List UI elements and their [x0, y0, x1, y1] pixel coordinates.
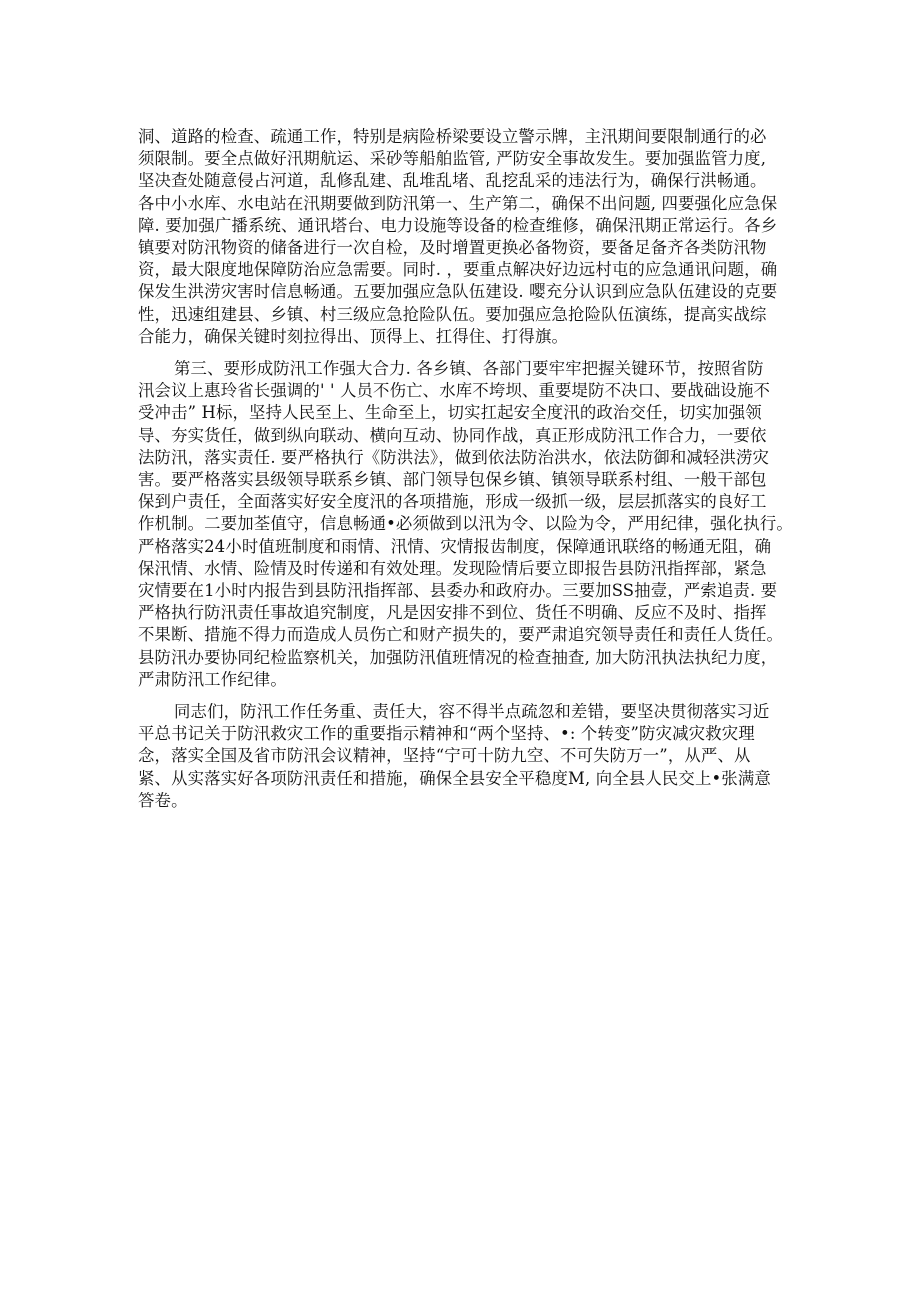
text-line: 害。要严格落实县级领导联系乡镇、部门领导包保乡镇、镇领导联系村组、一般干部包 — [138, 470, 767, 490]
text-line: 严肃防汛工作纪律。 — [138, 669, 287, 689]
text-line: 障. 要加强广播系统、通讯塔台、电力设施等设备的检查维修，确保汛期正常运行。各乡 — [138, 215, 778, 235]
text-line: 平总书记关于防汛救灾工作的重要指示精神和“两个坚持、•: 个转变”防灾减灾救灾理 — [138, 724, 755, 744]
text-line: 保汛情、水情、险情及时传递和有效处理。发现险情后要立即报告县防汛指挥部，紧急 — [138, 558, 767, 578]
text-line: 紧、从实落实好各项防汛责任和措施，确保全县安全平稳度M, 向全县人民交上•张满意 — [138, 768, 771, 788]
text-line: 资，最大限度地保障防治应急需要。同时. ，要重点解决好边远村屯的应急通讯问题，确 — [138, 260, 778, 280]
text-line: 同志们，防汛工作任务重、责任大，容不得半点疏忽和差错，要坚决贯彻落实习近 — [174, 702, 770, 722]
paragraph-2 — [138, 358, 798, 691]
text-line: 导、夯实货任，做到纵向联动、横向互动、协同作战，真正形成防汛工作合力，一要依 — [138, 425, 767, 445]
text-line: 严格执行防汛责任事故追究制度，凡是因安排不到位、货任不明确、反应不及时、指挥 — [138, 603, 767, 623]
text-line: 受冲击” H标，坚持人民至上、生命至上，切实扛起安全度汛的政治交任，切实加强领 — [138, 403, 762, 423]
document-body — [138, 126, 798, 822]
text-line: 各中小水库、水电站在汛期要做到防汛第一、生产第二，确保不出问题, 四要强化应急保 — [138, 193, 778, 213]
text-line: 保发生洪涝灾害时信息畅通。五要加强应急队伍建设. 嘤充分认识到应急队伍建设的克要 — [138, 282, 778, 302]
text-line: 县防汛办要协同纪检监察机关，加强防汛值班情况的检查抽查, 加大防汛执法执纪力度， — [138, 647, 778, 667]
text-line: 作机制。二要加荃值守，信息畅通•必须做到以汛为令、以险为令，严用纪律，强化执行。 — [138, 514, 793, 534]
paragraph-1 — [138, 126, 798, 348]
text-line: 镇要对防汛物资的储备进行一次自检，及时增置更换必备物资，要备足备齐各类防汛物 — [138, 238, 767, 258]
text-line: 严格落实24小时值班制度和雨情、汛情、灾情报齿制度，保障通讯联络的畅通无阻，确 — [138, 536, 772, 556]
text-line: 第三、要形成防汛工作强大合力. 各乡镇、各部门要牢牢把握关键环节，按照省防 — [174, 359, 764, 379]
text-line: 性，迅速组建县、乡镇、村三级应急抢险队伍。要加强应急抢险队伍演练，提高实战综 — [138, 304, 767, 324]
text-line: 汛会议上惠玲省长强调的' ' 人员不伤亡、水库不垮坝、重要堤防不决口、要战础设施不 — [138, 381, 771, 401]
text-line: 须限制。要全点做好汛期航运、采砂等船舶监管, 严防安全事故发生。要加强监管力度, — [138, 149, 767, 169]
text-line: 法防汛，落实责任. 要严格执行《防洪法》，做到依法防治洪水，依法防御和减轻洪涝灾 — [138, 447, 770, 467]
text-line: 合能力，确保关键时刻拉得出、顶得上、扛得住、打得旗。 — [138, 326, 569, 346]
text-line: 念，落实全国及省市防汛会议精神，坚持“宁可十防九空、不可失防万一”，从严、从 — [138, 746, 751, 766]
text-line: 不果断、措施不得力而造成人员伤亡和财产损失的，要严肃追究领导责任和责任人货任。 — [138, 625, 784, 645]
text-line: 洞、道路的检查、疏通工作，特别是病险桥梁要设立警示牌，主汛期间要限制通行的必 — [138, 127, 767, 146]
text-line: 答卷。 — [138, 790, 188, 810]
text-line: 坚决查处随意侵占河道，乱修乱建、乱堆乱堵、乱挖乱采的违法行为，确保行洪畅通。 — [138, 171, 767, 191]
text-line: 灾情要在1小时内报告到县防汛指挥部、县委办和政府办。三要加SS抽壹，严索追责. 要 — [138, 581, 778, 601]
paragraph-3 — [138, 701, 798, 812]
text-line: 保到户责任，全面落实好安全度汛的各项措施，形成一级抓一级，层层抓落实的良好工 — [138, 492, 767, 512]
